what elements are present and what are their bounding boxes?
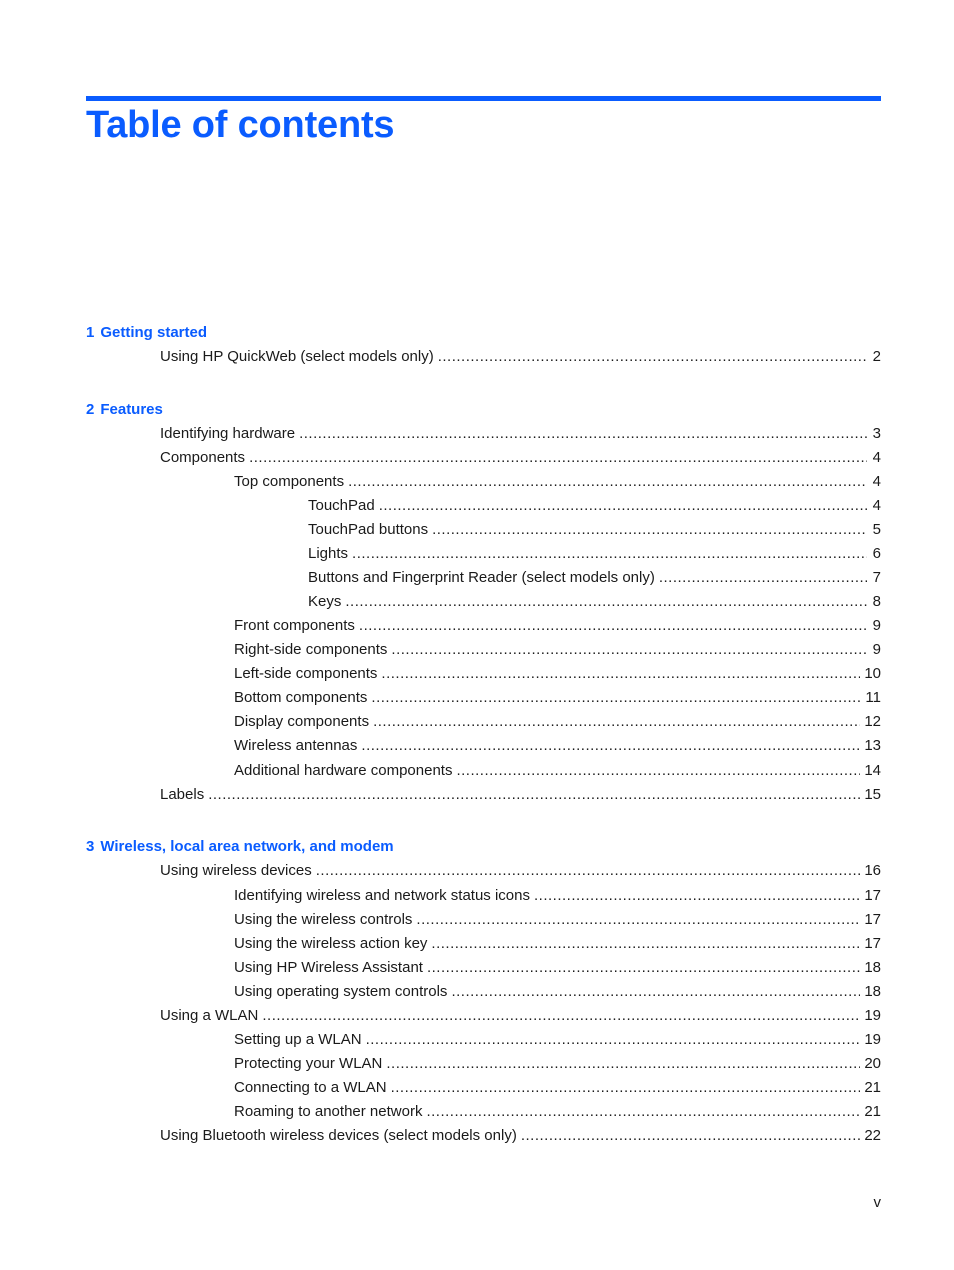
toc-entry-label[interactable]: Labels bbox=[160, 785, 208, 805]
toc-entry-label[interactable]: Using HP QuickWeb (select models only) bbox=[160, 347, 438, 367]
toc-entry-page[interactable]: 20 bbox=[864, 1055, 881, 1072]
toc-entry[interactable] bbox=[234, 910, 881, 930]
toc-entry-page[interactable]: 8 bbox=[872, 593, 881, 610]
toc-entry[interactable] bbox=[234, 664, 881, 684]
toc-entry-label[interactable]: Buttons and Fingerprint Reader (select models only) bbox=[308, 568, 659, 588]
dot-leader bbox=[432, 520, 867, 540]
toc-entry-page[interactable]: 6 bbox=[872, 545, 881, 562]
toc-entry[interactable] bbox=[308, 544, 881, 564]
dot-leader bbox=[534, 886, 860, 906]
toc-entry[interactable] bbox=[234, 1054, 881, 1074]
toc-entry[interactable] bbox=[234, 640, 881, 660]
dot-leader bbox=[391, 1078, 861, 1098]
dot-leader bbox=[352, 544, 867, 564]
toc-entry[interactable] bbox=[234, 934, 881, 954]
dot-leader bbox=[373, 712, 860, 732]
toc-entry-page[interactable]: 21 bbox=[864, 1079, 881, 1096]
toc-entry-label[interactable]: Components bbox=[160, 448, 249, 468]
toc-entry-label[interactable]: Using a WLAN bbox=[160, 1006, 262, 1026]
dot-leader bbox=[659, 568, 867, 588]
dot-leader bbox=[345, 592, 867, 612]
toc-entry[interactable] bbox=[234, 982, 881, 1002]
chapter-title: Wireless, local area network, and modem bbox=[100, 838, 394, 855]
dot-leader bbox=[427, 958, 860, 978]
toc-entry[interactable] bbox=[160, 1126, 881, 1146]
toc-entry-page[interactable]: 12 bbox=[864, 713, 881, 730]
toc-entry[interactable] bbox=[160, 1006, 881, 1026]
toc-entry-page[interactable]: 4 bbox=[872, 449, 881, 466]
dot-leader bbox=[426, 1102, 860, 1122]
dot-leader bbox=[299, 424, 867, 444]
dot-leader bbox=[381, 664, 860, 684]
toc-entry-page[interactable]: 17 bbox=[864, 911, 881, 928]
chapter-heading[interactable] bbox=[86, 323, 207, 343]
dot-leader bbox=[208, 785, 860, 805]
toc-entry-page[interactable]: 9 bbox=[872, 641, 881, 658]
toc-entry-page[interactable]: 9 bbox=[872, 617, 881, 634]
chapter-title: Getting started bbox=[100, 324, 208, 341]
dot-leader bbox=[391, 640, 867, 660]
toc-entry-page[interactable]: 11 bbox=[865, 689, 881, 706]
toc-entry[interactable] bbox=[234, 688, 881, 708]
dot-leader bbox=[456, 761, 860, 781]
toc-entry-page[interactable]: 17 bbox=[864, 887, 881, 904]
toc-entry-page[interactable]: 2 bbox=[872, 348, 881, 365]
toc-entry-page[interactable]: 10 bbox=[864, 665, 881, 682]
dot-leader bbox=[521, 1126, 860, 1146]
toc-entry[interactable] bbox=[234, 712, 881, 732]
toc-entry-page[interactable]: 3 bbox=[872, 425, 881, 442]
chapter-heading[interactable] bbox=[86, 837, 394, 857]
toc-entry-page[interactable]: 19 bbox=[864, 1007, 881, 1024]
toc-entry-label[interactable]: Bottom components bbox=[234, 688, 371, 708]
toc-entry-page[interactable]: 14 bbox=[864, 762, 881, 779]
toc-entry[interactable] bbox=[160, 347, 881, 367]
toc-entry-page[interactable]: 4 bbox=[872, 497, 881, 514]
toc-entry[interactable] bbox=[234, 1030, 881, 1050]
dot-leader bbox=[451, 982, 860, 1002]
dot-leader bbox=[386, 1054, 860, 1074]
toc-entry[interactable] bbox=[234, 616, 881, 636]
toc-entry[interactable] bbox=[308, 568, 881, 588]
toc-entry-page[interactable]: 7 bbox=[872, 569, 881, 586]
dot-leader bbox=[431, 934, 860, 954]
chapter-number: 1 bbox=[86, 324, 95, 341]
dot-leader bbox=[316, 861, 861, 881]
toc-entry-page[interactable]: 17 bbox=[864, 935, 881, 952]
toc-entry-page[interactable]: 15 bbox=[864, 786, 881, 803]
toc-entry[interactable] bbox=[308, 592, 881, 612]
toc-entry[interactable] bbox=[234, 1078, 881, 1098]
toc-entry-page[interactable]: 21 bbox=[864, 1103, 881, 1120]
toc-entry-label[interactable]: Using the wireless action key bbox=[234, 934, 431, 954]
page-title: Table of contents bbox=[86, 104, 395, 146]
dot-leader bbox=[371, 688, 861, 708]
toc-entry-page[interactable]: 16 bbox=[864, 862, 881, 879]
dot-leader bbox=[438, 347, 867, 367]
toc-entry-label[interactable]: Right-side components bbox=[234, 640, 391, 660]
dot-leader bbox=[416, 910, 860, 930]
toc-entry-label[interactable]: Top components bbox=[234, 472, 348, 492]
toc-entry[interactable] bbox=[234, 472, 881, 492]
toc-entry-label[interactable]: Wireless antennas bbox=[234, 736, 361, 756]
toc-entry[interactable] bbox=[234, 1102, 881, 1122]
toc-entry-page[interactable]: 18 bbox=[864, 959, 881, 976]
dot-leader bbox=[379, 496, 867, 516]
dot-leader bbox=[366, 1030, 861, 1050]
chapter-number: 2 bbox=[86, 401, 95, 418]
page-number: v bbox=[873, 1194, 881, 1211]
toc-entry-label[interactable]: Using the wireless controls bbox=[234, 910, 416, 930]
toc-entry-label[interactable]: Keys bbox=[308, 592, 345, 612]
toc-entry[interactable] bbox=[308, 520, 881, 540]
dot-leader bbox=[249, 448, 867, 468]
toc-entry-page[interactable]: 19 bbox=[864, 1031, 881, 1048]
dot-leader bbox=[359, 616, 867, 636]
toc-entry[interactable] bbox=[234, 736, 881, 756]
toc-entry[interactable] bbox=[308, 496, 881, 516]
toc-entry-label[interactable]: Identifying wireless and network status icons bbox=[234, 886, 534, 906]
toc-entry-label[interactable]: Setting up a WLAN bbox=[234, 1030, 366, 1050]
toc-entry[interactable] bbox=[234, 958, 881, 978]
toc-entry[interactable] bbox=[160, 424, 881, 444]
toc-entry-label[interactable]: Left-side components bbox=[234, 664, 381, 684]
toc-entry-label[interactable]: Identifying hardware bbox=[160, 424, 299, 444]
toc-entry[interactable] bbox=[160, 785, 881, 805]
toc-entry-label[interactable]: Additional hardware components bbox=[234, 761, 456, 781]
toc-entry-page[interactable]: 13 bbox=[864, 737, 881, 754]
toc-entry-page[interactable]: 5 bbox=[872, 521, 881, 538]
toc-entry-label[interactable]: Using operating system controls bbox=[234, 982, 451, 1002]
toc-entry-label[interactable]: Protecting your WLAN bbox=[234, 1054, 386, 1074]
toc-entry-label[interactable]: Front components bbox=[234, 616, 359, 636]
toc-entry-label[interactable]: Connecting to a WLAN bbox=[234, 1078, 391, 1098]
toc-entry[interactable] bbox=[234, 761, 881, 781]
dot-leader bbox=[361, 736, 860, 756]
toc-entry-label[interactable]: Roaming to another network bbox=[234, 1102, 426, 1122]
toc-entry-label[interactable]: Using Bluetooth wireless devices (select models only) bbox=[160, 1126, 521, 1146]
chapter-heading[interactable] bbox=[86, 400, 163, 420]
title-rule bbox=[86, 96, 881, 101]
toc-entry-label[interactable]: Display components bbox=[234, 712, 373, 732]
toc-entry-label[interactable]: Lights bbox=[308, 544, 352, 564]
toc-entry-label[interactable]: Using wireless devices bbox=[160, 861, 316, 881]
chapter-number: 3 bbox=[86, 838, 95, 855]
toc-entry-page[interactable]: 22 bbox=[864, 1127, 881, 1144]
toc-entry[interactable] bbox=[160, 448, 881, 468]
toc-entry-label[interactable]: Using HP Wireless Assistant bbox=[234, 958, 427, 978]
toc-entry-label[interactable]: TouchPad bbox=[308, 496, 379, 516]
toc-entry[interactable] bbox=[234, 886, 881, 906]
toc-entry-page[interactable]: 4 bbox=[872, 473, 881, 490]
toc-entry[interactable] bbox=[160, 861, 881, 881]
toc-entry-page[interactable]: 18 bbox=[864, 983, 881, 1000]
dot-leader bbox=[262, 1006, 860, 1026]
toc-entry-label[interactable]: TouchPad buttons bbox=[308, 520, 432, 540]
chapter-title: Features bbox=[100, 401, 163, 418]
dot-leader bbox=[348, 472, 867, 492]
